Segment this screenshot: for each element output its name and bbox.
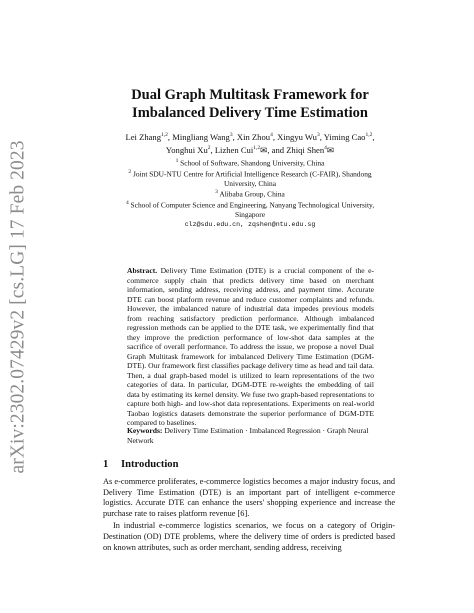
section-body bbox=[103, 477, 395, 553]
body-paragraph: In industrial e-commerce logistics scenarios, we focus on a category of Origin-Destination (OD) DTE problems, where the delivery time of orders is predicted based on known attributes, such as order merchant, sending address, receiving bbox=[103, 521, 395, 552]
affiliation-2-continued: University, China bbox=[223, 178, 277, 188]
body-paragraph: As e-commerce proliferates, e-commerce logistics becomes a major industry focus, and Delivery Time Estimation (DTE) is an important part of intelligent e-commerce logistics. Accurate DTE can enhance the users' shopping experience and increase the purchase rate to raises platform revenue [6]. bbox=[103, 477, 395, 518]
author-name: Mingliang Wang bbox=[172, 131, 230, 142]
section-heading bbox=[103, 459, 179, 470]
title-line-2: Imbalanced Delivery Time Estimation bbox=[132, 105, 368, 121]
author-name: Yonghui Xu bbox=[165, 144, 208, 155]
author-name: Lei Zhang bbox=[125, 131, 162, 142]
title-line-1: Dual Graph Multitask Framework for bbox=[131, 87, 369, 103]
author-affil-mark: 4 bbox=[270, 132, 273, 138]
author-name: Xin Zhou bbox=[236, 131, 271, 142]
author-affil-mark: 4 bbox=[324, 145, 327, 152]
affiliation-2: $^2$ Joint SDU-NTU Centre for Artificial Intelligence Research (C-FAIR), Shandong bbox=[128, 168, 372, 179]
section-number: 1 bbox=[103, 459, 109, 470]
author-name: Lizhen Cui bbox=[214, 144, 254, 155]
arxiv-sidebar-stamp bbox=[4, 0, 34, 613]
abstract-label: Abstract. bbox=[127, 266, 158, 275]
envelope-icon: ✉ bbox=[260, 144, 268, 155]
abstract-text: Delivery Time Estimation (DTE) is a crucial component of the e-commerce supply chain that predicts delivery time based on merchant information, sending address, receiving address, and payment time. Accurate DTE can boost platform revenue and reduce customer complaints and refunds. However, the imbalanced nature of industrial data impedes previous models from reaching satisfactory prediction performance. Although imbalanced regression methods can be applied to the DTE task, we experimentally find that they improve the prediction performance of low-shot data samples at the sacrifice of overall performance. To address the issue, we propose a novel Dual Graph Multitask framework for imbalanced Delivery Time Estimation (DGM-DTE). Our framework first classifies package delivery time as head and tail data. Then, a dual graph-based model is utilized to learn representations of the two categories of data. In particular, DGM-DTE re-weights the embedding of tail data by estimating its kernel density. We fuse two graph-based representations to capture both high- and low-shot data representations. Experiments on real-world Taobao logistics datasets demonstrate the superior performance of DGM-DTE compared to baselines. bbox=[127, 266, 374, 427]
keywords bbox=[127, 426, 374, 445]
contact-emails: clz@sdu.edu.cn, zqshen@ntu.edu.sg bbox=[184, 221, 316, 229]
author-affil-mark: 2 bbox=[207, 145, 211, 152]
abstract bbox=[127, 266, 374, 428]
author-affil-mark: 1,2 bbox=[161, 132, 168, 138]
envelope-icon: ✉ bbox=[326, 144, 335, 155]
author-line-1: Lei Zhang$^{1,2}$, Mingliang Wang$^3$, Xin Zhou$^4$, Xingyu Wu$^3$, Yiming Cao$^{1,2}$, bbox=[125, 131, 375, 142]
affiliation-4: $^4$ School of Computer Science and Engineering, Nanyang Technological University, bbox=[125, 200, 375, 210]
author-line-2: Yonghui Xu$^2$, Lizhen Cui$^{1,2}$✉, and Zhiqi Shen$^4$✉ bbox=[165, 144, 335, 155]
author-name: Yiming Cao bbox=[323, 131, 366, 142]
affiliation-3: $^3$ Alibaba Group, China bbox=[215, 189, 285, 199]
keywords-text: Delivery Time Estimation · Imbalanced Regression · Graph Neural Network bbox=[127, 426, 369, 445]
arxiv-identifier: arXiv:2302.07429v2 [cs.LG] 17 Feb 2023 bbox=[8, 139, 29, 474]
section-title: Introduction bbox=[121, 459, 179, 470]
author-affil-mark: 3 bbox=[316, 132, 320, 138]
author-affil-mark: 1,2 bbox=[253, 145, 261, 152]
author-affil-mark: 3 bbox=[229, 132, 233, 138]
author-list bbox=[60, 130, 440, 156]
paper-title bbox=[60, 86, 440, 122]
author-name: Zhiqi Shen bbox=[286, 144, 325, 155]
keywords-label: Keywords: bbox=[127, 426, 163, 435]
author-affil-mark: 1,2 bbox=[365, 132, 373, 138]
affiliation-4-continued: Singapore bbox=[235, 209, 265, 219]
affiliations bbox=[60, 157, 440, 230]
author-name: Xingyu Wu bbox=[277, 131, 317, 142]
affiliation-1: $^1$ School of Software, Shandong University, China bbox=[175, 158, 325, 168]
